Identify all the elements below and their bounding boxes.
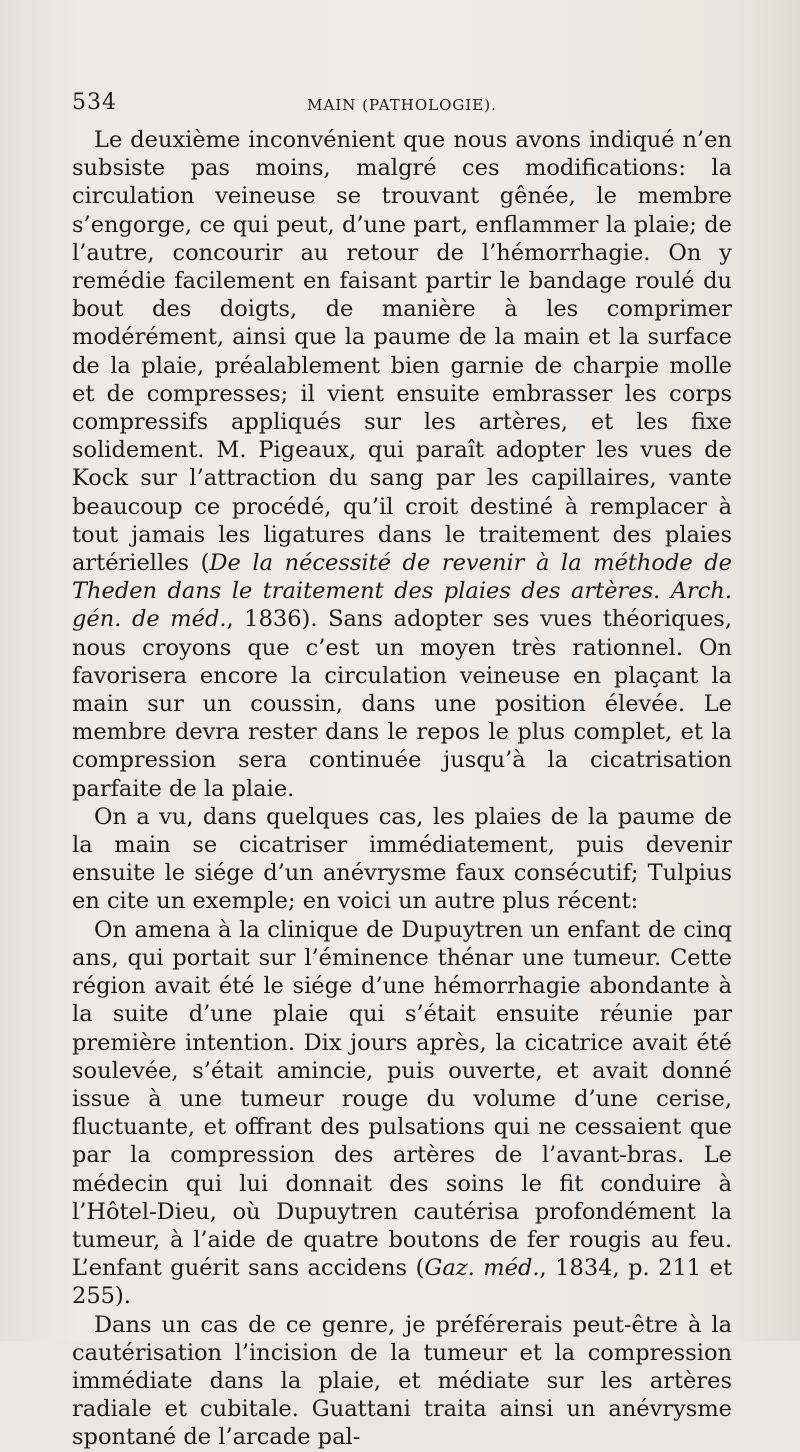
citation-italic: Gaz. méd. (424, 1255, 540, 1282)
paragraph-1 (72, 126, 732, 803)
text-segment: On a vu, dans quelques cas, les plaies de la paume de la main se cicatriser immédiatement, puis devenir ensuite le siége d’un anévrysme faux consécutif; Tulpius en cite un exemple; en voici un autre plus récent: (72, 803, 732, 915)
paragraph-4 (72, 1311, 732, 1452)
citation-italic: De la nécessité de revenir à la méthode de Theden dans le traitement des plaies des artères. Arch. gén. de méd. (72, 550, 732, 633)
text-segment: Le deuxième inconvénient que nous avons indiqué n’en subsiste pas moins, malgré ces modifications: la circulation veineuse se trouvant gênée, le membre s’engorge, ce qui peut, d’une part, enflammer la plaie; de l’autre, concourir au retour de l’hémorrhagie. On y remédie facilement en faisant partir le bandage roulé du bout des doigts, de manière à les comprimer modérément, ainsi que la paume de la main et la surface de la plaie, préalablement bien garnie de charpie molle et de compresses; il vient ensuite embrasser les corps compressifs appliqués sur les artères, et les fixe solidement. M. Pigeaux, qui paraît adopter les vues de Kock sur l’attraction du sang par les capillaires, vante beaucoup ce procédé, qu’il croit destiné à remplacer à tout jamais les ligatures dans le traitement des plaies artérielles ( (72, 127, 732, 577)
paragraph-2 (72, 803, 732, 916)
text-segment: On amena à la clinique de Dupuytren un enfant de cinq ans, qui portait sur l’éminence thénar une tumeur. Cette région avait été le siége d’une hémorrhagie abondante à la suite d’une plaie qui s’était ensuite réunie par première intention. Dix jours après, la cicatrice avait été soulevée, s’était amincie, puis ouverte, et avait donné issue à une tumeur rouge du volume d’une cerise, fluctuante, et offrant des pulsations qui ne cessaient que par la compression des artères de l’avant-bras. Le médecin qui lui donnait des soins le fit conduire à l’Hôtel-Dieu, où Dupuytren cautérisa profondément la tumeur, à l’aide de quatre boutons de fer rougis au feu. L’enfant guérit sans accidens ( (72, 916, 732, 1282)
page-number: 534 (72, 90, 117, 115)
running-title: MAIN (PATHOLOGIE). (307, 96, 497, 114)
paragraph-3 (72, 916, 732, 1311)
text-segment: , 1834, p. 211 et 255). (72, 1255, 732, 1310)
text-segment: Dans un cas de ce genre, je préférerais peut-être à la cautérisation l’incision de la tumeur et la compression immédiate dans la plaie, et médiate sur les artères radiale et cubitale. Guattani traita ainsi un anévrysme spontané de l’arcade pal- (72, 1311, 732, 1451)
page-header (72, 86, 732, 126)
body-text (72, 126, 732, 1452)
text-segment: , 1836). Sans adopter ses vues théoriques, nous croyons que c’est un moyen très rationnel. On favorisera encore la circulation veineuse en plaçant la main sur un coussin, dans une position élevée. Le membre devra rester dans le repos le plus complet, et la compression sera continuée jusqu’à la cicatrisation parfaite de la plaie. (72, 606, 732, 802)
